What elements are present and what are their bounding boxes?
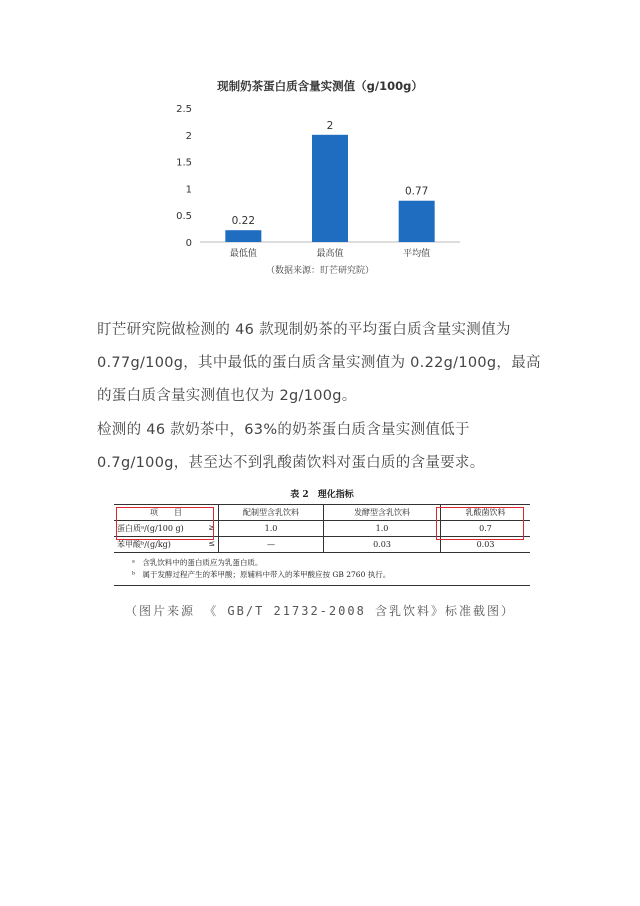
- chart-source: （数据来源：盯芒研究院）: [265, 266, 375, 276]
- bar-value-label: 0.22: [231, 215, 256, 228]
- header-lactic: 乳酸菌饮料: [441, 505, 531, 521]
- row-protein-label: 蛋白质ᵃ/(g/100 g): [117, 524, 184, 533]
- row-protein-prepared: 1.0: [219, 521, 324, 537]
- bar-value-label: 2: [326, 119, 334, 132]
- y-tick-label: 2: [185, 130, 192, 142]
- row-benzoic-cmp: ≤: [208, 539, 215, 548]
- row-benzoic-lactic: 0.03: [441, 537, 531, 553]
- protein-bar-chart: [170, 70, 470, 285]
- bar: [225, 230, 261, 242]
- x-category-label: 平均值: [403, 249, 431, 259]
- bars-group: [225, 120, 434, 259]
- bar-value-label: 0.77: [404, 185, 429, 198]
- row-benzoic-fermented: 0.03: [324, 537, 441, 553]
- table-caption: 表 2 理化指标: [290, 490, 354, 500]
- row-benzoic-label: 苯甲酸ᵇ/(g/kg): [117, 540, 171, 549]
- bar: [312, 135, 348, 242]
- x-category-label: 最低值: [229, 249, 257, 259]
- chart-title: 现制奶茶蛋白质含量实测值（g/100g）: [217, 79, 423, 93]
- bar: [399, 201, 435, 242]
- table-note-a: ᵃ 含乳饮料中的蛋白质应为乳蛋白质。: [132, 558, 263, 567]
- header-fermented: 发酵型含乳饮料: [324, 505, 441, 521]
- x-category-label: 最高值: [316, 249, 344, 259]
- y-tick-label: 0: [185, 238, 192, 249]
- row-protein-fermented: 1.0: [324, 521, 441, 537]
- paragraph-63-percent: 检测的 46 款奶茶中，63%的奶茶蛋白质含量实测值低于 0.7g/100g，甚至达不到乳酸菌饮料对蛋白质的含量要求。: [97, 422, 485, 471]
- y-tick-label: 2.5: [176, 104, 192, 115]
- y-tick-label: 1.5: [176, 157, 192, 169]
- y-axis-ticks: [176, 104, 192, 249]
- table-note-b: ᵇ 属于发酵过程产生的苯甲酸；原辅料中带入的苯甲酸应按 GB 2760 执行。: [132, 570, 391, 579]
- header-prepared: 配制型含乳饮料: [219, 505, 324, 521]
- row-protein-cmp: ≥: [208, 523, 215, 532]
- table-notes-row: [114, 553, 530, 586]
- table-notes: [114, 553, 530, 586]
- row-protein-lactic: 0.7: [441, 521, 531, 537]
- image-source-caption: （图片来源 《 GB/T 21732-2008 含乳饮料》标准截图）: [124, 604, 516, 618]
- paragraph-average-protein: 盯芒研究院做检测的 46 款现制奶茶的平均蛋白质含量实测值为 0.77g/100g，其中最低的蛋白质含量实测值为 0.22g/100g，最高的蛋白质含量实测值也仅为 2g/100g。: [97, 322, 541, 404]
- y-tick-label: 1: [185, 184, 192, 196]
- header-item: 项 目: [114, 505, 219, 521]
- y-tick-label: 0.5: [176, 211, 192, 223]
- chart-svg: [170, 70, 470, 285]
- highlight-box-item: [116, 507, 214, 540]
- standards-table-block: [114, 486, 530, 586]
- row-benzoic-prepared: —: [219, 537, 324, 553]
- highlight-box-lactic: [436, 507, 524, 540]
